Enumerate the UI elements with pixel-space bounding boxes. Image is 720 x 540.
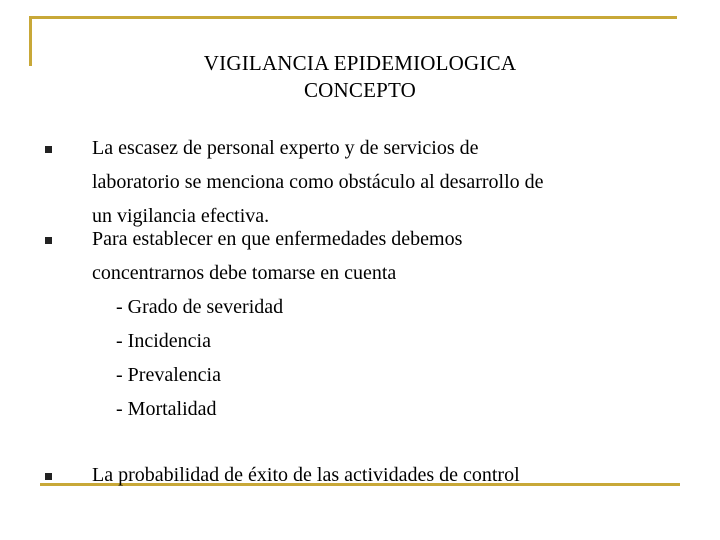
title-line-2: CONCEPTO [303, 78, 417, 102]
sub-item-incidencia: - Incidencia [116, 330, 211, 352]
sub-item-prevalencia: - Prevalencia [116, 364, 221, 386]
bullet-1-line-2: laboratorio se menciona como obstáculo al desarrollo de [92, 171, 544, 193]
bullet-1-line-1: La escasez de personal experto y de servicios de [92, 137, 479, 159]
title-line-1: VIGILANCIA EPIDEMIOLOGICA [203, 51, 517, 75]
sub-item-mortalidad: - Mortalidad [116, 398, 217, 420]
bullet-3-line-1: La probabilidad de éxito de las actividades de control [92, 464, 520, 486]
bullet-item-2 [92, 222, 702, 426]
sub-item-severidad: - Grado de severidad [116, 296, 284, 318]
frame-top-line [29, 16, 677, 19]
bullet-item-3 [92, 458, 702, 492]
bullet-item-1 [92, 131, 702, 233]
square-bullet-icon [45, 237, 52, 244]
bullet-2-line-2: concentrarnos debe tomarse en cuenta [92, 262, 397, 284]
square-bullet-icon [45, 473, 52, 480]
slide-title [0, 50, 720, 104]
bullet-1-line-3: un vigilancia efectiva. [92, 205, 270, 227]
bullet-2-line-1: Para establecer en que enfermedades debemos [92, 228, 463, 250]
square-bullet-icon [45, 146, 52, 153]
